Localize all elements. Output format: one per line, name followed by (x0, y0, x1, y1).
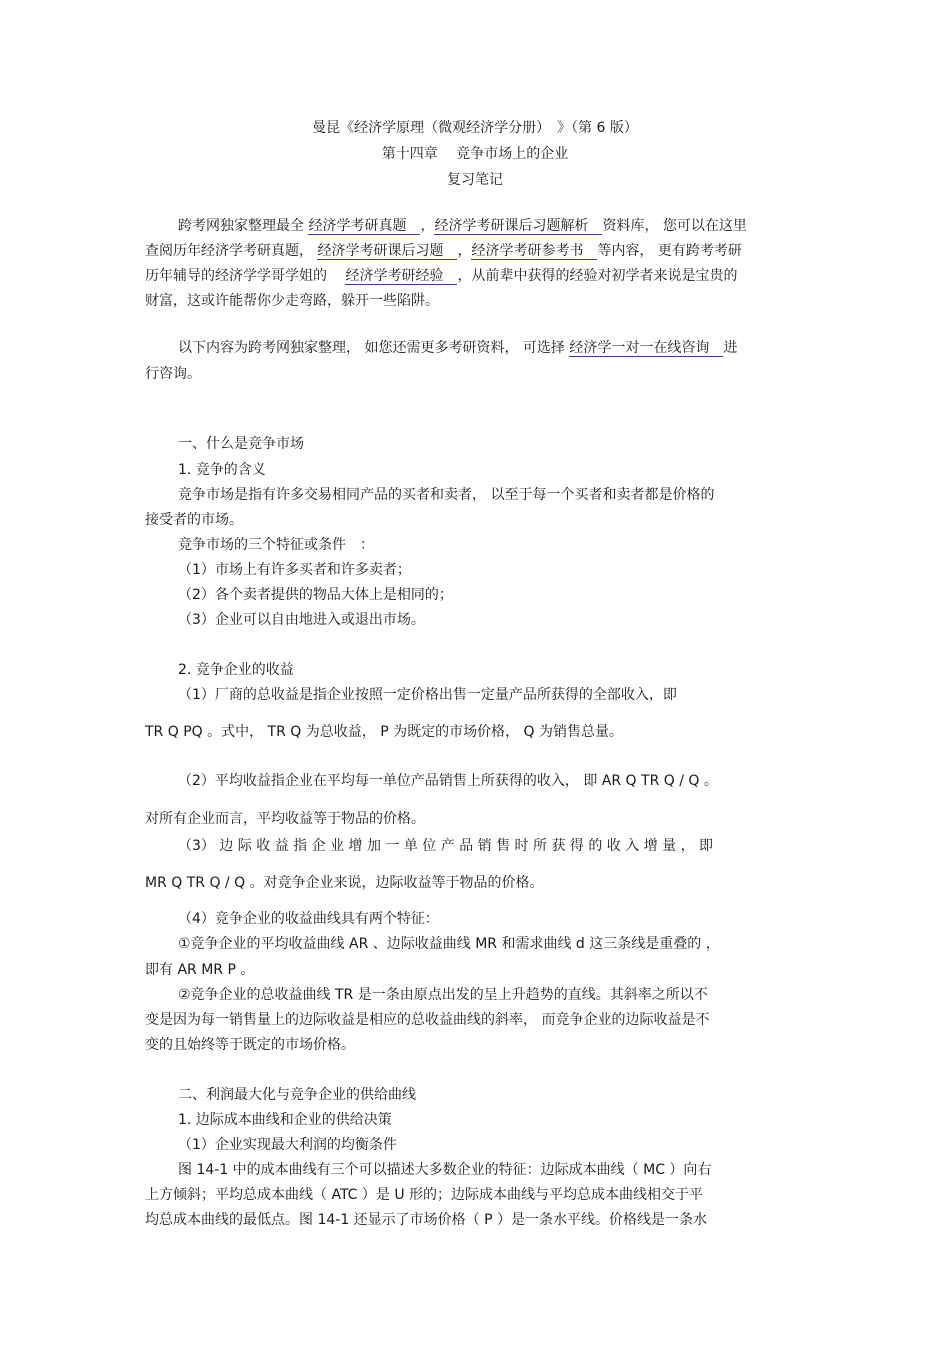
note-line-1 (178, 338, 737, 358)
paragraph-line: （3） 边 际 收 益 指 企 业 增 加 一 单 位 产 品 销 售 时 所 获 得 的 收 入 增 量 ， 即 (178, 838, 714, 854)
list-item: （2）各个卖者提供的物品大体上是相同的； (178, 587, 453, 603)
paragraph-line: 竞争市场是指有许多交易相同产品的买者和卖者， 以至于每一个买者和卖者都是价格的 (178, 487, 715, 503)
list-item: （3）企业可以自由地进入或退出市场。 (178, 612, 425, 628)
section-heading: 一、什么是竞争市场 (178, 436, 304, 452)
intro-text: ， (457, 243, 472, 259)
paragraph-line: ②竞争企业的总收益曲线 TR 是一条由原点出发的呈上升趋势的直线。其斜率之所以不 (178, 987, 708, 1003)
paragraph-line: 接受者的市场。 (145, 512, 243, 528)
note-text: 进 (723, 340, 738, 356)
intro-text: 历年辅导的经济学学哥学姐的 (145, 268, 346, 284)
intro-text: ， (420, 218, 435, 234)
equation-line: MR Q TR Q / Q 。对竞争企业来说，边际收益等于物品的价格。 (145, 875, 544, 891)
paragraph-line: （2）平均收益指企业在平均每一单位产品销售上所获得的收入， 即 AR Q TR Q / Q 。 (178, 773, 718, 789)
paragraph-line: 均总成本曲线的最低点。图 14-1 还显示了市场价格（ P ）是一条水平线。价格线是一条水 (145, 1212, 708, 1228)
note-line-2: 行咨询。 (145, 366, 201, 382)
paragraph-line: 变的且始终等于既定的市场价格。 (145, 1037, 355, 1053)
paragraph-line: （1）企业实现最大利润的均衡条件 (178, 1137, 397, 1153)
section-heading: 二、利润最大化与竞争企业的供给曲线 (178, 1087, 416, 1103)
intro-line-4: 财富，这或许能帮你少走弯路，躲开一些陷阱。 (145, 293, 439, 309)
document-title: 曼昆《经济学原理（微观经济学分册） 》（第 6 版） (312, 120, 638, 136)
equation-line: TR Q PQ 。式中， TR Q 为总收益， P 为既定的市场价格， Q 为销售总量。 (145, 724, 624, 740)
link-exam-experience[interactable]: 经济学考研经验 (345, 268, 458, 284)
paragraph-line: 即有 AR MR P 。 (145, 962, 255, 978)
link-after-class-exercises[interactable]: 经济学考研课后习题 (317, 243, 458, 259)
intro-text: 资料库， 您可以在这里 (602, 218, 747, 234)
subsection-heading: 1. 竞争的含义 (178, 462, 266, 478)
paragraph-line: 变是因为每一销售量上的边际收益是相应的总收益曲线的斜率， 而竞争企业的边际收益是不 (145, 1012, 710, 1028)
link-online-consult[interactable]: 经济学一对一在线咨询 (569, 340, 724, 356)
intro-text: ，从前辈中获得的经验对初学者来说是宝贵的 (457, 268, 738, 284)
link-exam-papers[interactable]: 经济学考研真题 (308, 218, 421, 234)
paragraph-line: 图 14-1 中的成本曲线有三个可以描述大多数企业的特征：边际成本曲线（ MC ）向右 (178, 1162, 712, 1178)
intro-line-1 (178, 216, 747, 236)
note-text: 以下内容为跨考网独家整理， 如您还需更多考研资料， 可选择 (178, 340, 570, 356)
paragraph-line: （1）厂商的总收益是指企业按照一定价格出售一定量产品所获得的全部收入，即 (178, 687, 677, 703)
intro-line-3 (145, 266, 737, 286)
subsection-heading: 1. 边际成本曲线和企业的供给决策 (178, 1112, 392, 1128)
paragraph-line: （4）竞争企业的收益曲线具有两个特征： (178, 911, 439, 927)
paragraph-line: ①竞争企业的平均收益曲线 AR 、边际收益曲线 MR 和需求曲线 d 这三条线是重叠的 ， (178, 936, 720, 952)
paragraph-line: 竞争市场的三个特征或条件 ： (178, 537, 374, 553)
chapter-title: 第十四章 竞争市场上的企业 (381, 146, 569, 162)
paragraph-line: 对所有企业而言，平均收益等于物品的价格。 (145, 811, 425, 827)
intro-text: 跨考网独家整理最全 (178, 218, 309, 234)
paragraph-line: 上方倾斜；平均总成本曲线（ ATC ）是 U 形的；边际成本曲线与平均总成本曲线相交于平 (145, 1187, 704, 1203)
list-item: （1）市场上有许多买者和许多卖者； (178, 562, 411, 578)
subtitle: 复习笔记 (447, 172, 503, 188)
intro-line-2 (145, 241, 742, 261)
link-reference-books[interactable]: 经济学考研参考书 (471, 243, 598, 259)
subsection-heading: 2. 竞争企业的收益 (178, 662, 294, 678)
intro-text: 等内容， 更有跨考考研 (597, 243, 742, 259)
intro-text: 查阅历年经济学考研真题， (145, 243, 318, 259)
link-exercise-solutions[interactable]: 经济学考研课后习题解析 (434, 218, 603, 234)
